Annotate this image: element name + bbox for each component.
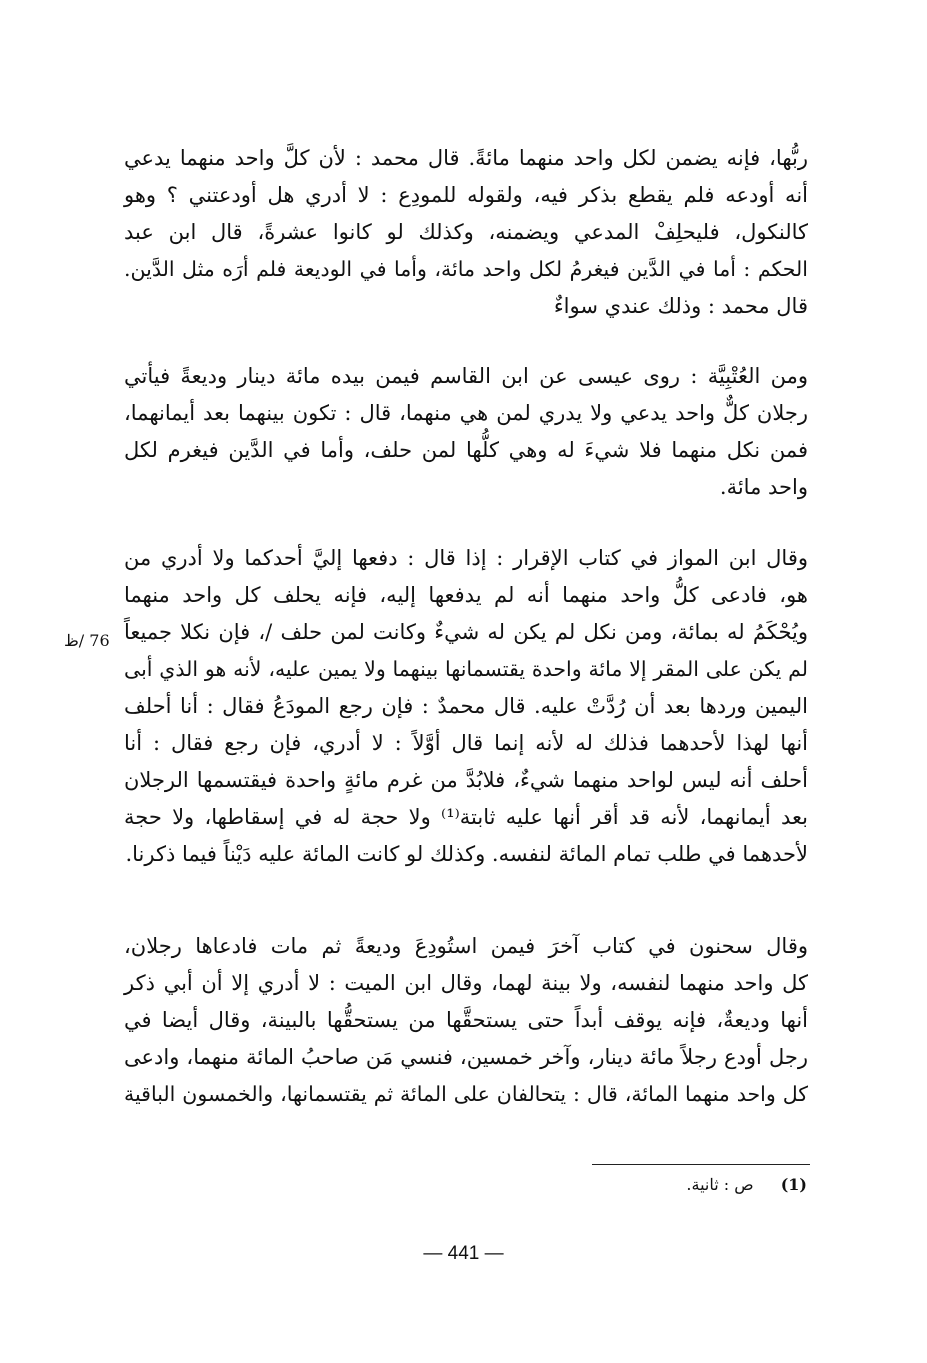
footnote-number: (1)	[780, 1175, 807, 1194]
footnote-text: ص : ثانية.	[686, 1175, 754, 1194]
paragraph-1	[124, 140, 808, 325]
text-line: أحلف أنه ليس لواحد منهما شيءٌ، فلابُدَّ من غرم مائةٍ واحدة فيقتسمها الرجلان	[124, 768, 808, 792]
text-line: قال محمد : وذلك عندي سواءٌ	[553, 294, 808, 318]
text-line: ومن العُتْبِيَّة : روى عيسى عن ابن القاسم فيمن بيده مائة دينار وديعةً فيأتي	[124, 364, 808, 388]
text-line: ويُحْكَمُ له بمائة، ومن نكل لم يكن له شيءٌ وكانت لمن حلف /، فإن نكلا جميعاً	[124, 620, 808, 644]
text-line: كل واحد منهما المائة، قال : يتحالفان على المائة ثم يقتسمانها، والخمسون الباقية	[124, 1082, 808, 1106]
footnote	[686, 1172, 807, 1198]
text-line: وقال ابن المواز في كتاب الإقرار : إذا قال : دفعها إليَّ أحدكما ولا أدري من	[124, 546, 808, 570]
paragraph-3	[124, 540, 808, 873]
text-line: أنه أودعه فلم يقطع بذكر فيه، ولقوله للمودِع : لا أدري هل أودعتني ؟ وهو	[124, 183, 808, 207]
text-line: كالنكول، فليحلِفْ المدعي ويضمنه، وكذلك لو كانوا عشرةً، قال ابن عبد	[124, 220, 808, 244]
paragraph-4	[124, 928, 808, 1113]
page-number: — 441 —	[423, 1243, 504, 1264]
paragraph-2	[124, 358, 808, 506]
paragraph-4-text	[124, 928, 808, 1113]
text-line: أنها لهذا لأحدهما فذلك له لأنه إنما قال أوَّلاً : لا أدري، فإن رجع فقال : أنا	[124, 731, 808, 755]
paragraph-3-text	[124, 540, 808, 873]
text-line: بعد أيمانهما، لأنه قد أقر أنها عليه ثابتة⁽¹⁾ ولا حجة له في إسقاطها، ولا حجة	[124, 805, 808, 829]
paragraph-2-text	[124, 358, 808, 506]
text-line: كل واحد منهما لنفسه، ولا بينة لهما، وقال ابن الميت : لا أدري إلا أن أبي ذكر	[124, 971, 808, 995]
text-line: فمن نكل منهما فلا شيءَ له وهي كلُّها لمن حلف، وأما في الدَّين فيغرم لكل	[124, 438, 808, 462]
text-line: وقال سحنون في كتاب آخرَ فيمن استُودِعَ وديعةً ثم مات فادعاها رجلان،	[124, 934, 808, 958]
manuscript-folio-note: 76 /ظ	[64, 631, 110, 650]
text-line: رجلان كلٌّ واحد يدعي ولا يدري لمن هي منهما، قال : تكون بينهما بعد أيمانهما،	[124, 401, 808, 425]
text-line: رجل أودع رجلاً مائة دينار، وآخر خمسين، فنسي مَن صاحبُ المائة منهما، وادعى	[124, 1045, 808, 1069]
text-line: لم يكن على المقر إلا مائة واحدة يقتسمانها بينهما ولا يمين عليه، لأنه هو الذي أبى	[124, 657, 808, 681]
text-line: هو، فادعى كلُّ واحد منهما أنه لم يدفعها إليه، فإنه يحلف كل واحد منهما	[124, 583, 808, 607]
paragraph-1-text	[124, 140, 808, 325]
text-line: واحد مائة.	[719, 475, 808, 499]
text-line: اليمين وردها بعد أن رُدَّتْ عليه. قال محمدٌ : فإن رجع المودَعُ فقال : أنا أحلف	[124, 694, 808, 718]
text-line: ربُّها، فإنه يضمن لكل واحد منهما مائةً. قال محمد : لأن كلَّ واحد منهما يدعي	[124, 146, 808, 170]
text-line: الحكم : أما في الدَّين فيغرمُ لكل واحد مائة، وأما في الوديعة فلم أرَه مثل الدَّين.	[124, 257, 808, 281]
text-line: لأحدهما في طلب تمام المائة لنفسه. وكذلك لو كانت المائة عليه دَيْناً فيما ذكرنا.	[125, 842, 808, 866]
footnote-divider	[592, 1164, 810, 1165]
text-line: أنها وديعةٌ، فإنه يوقف أبداً حتى يستحقَّها من يستحقُّها بالبينة، وقال أيضا في	[124, 1008, 808, 1032]
